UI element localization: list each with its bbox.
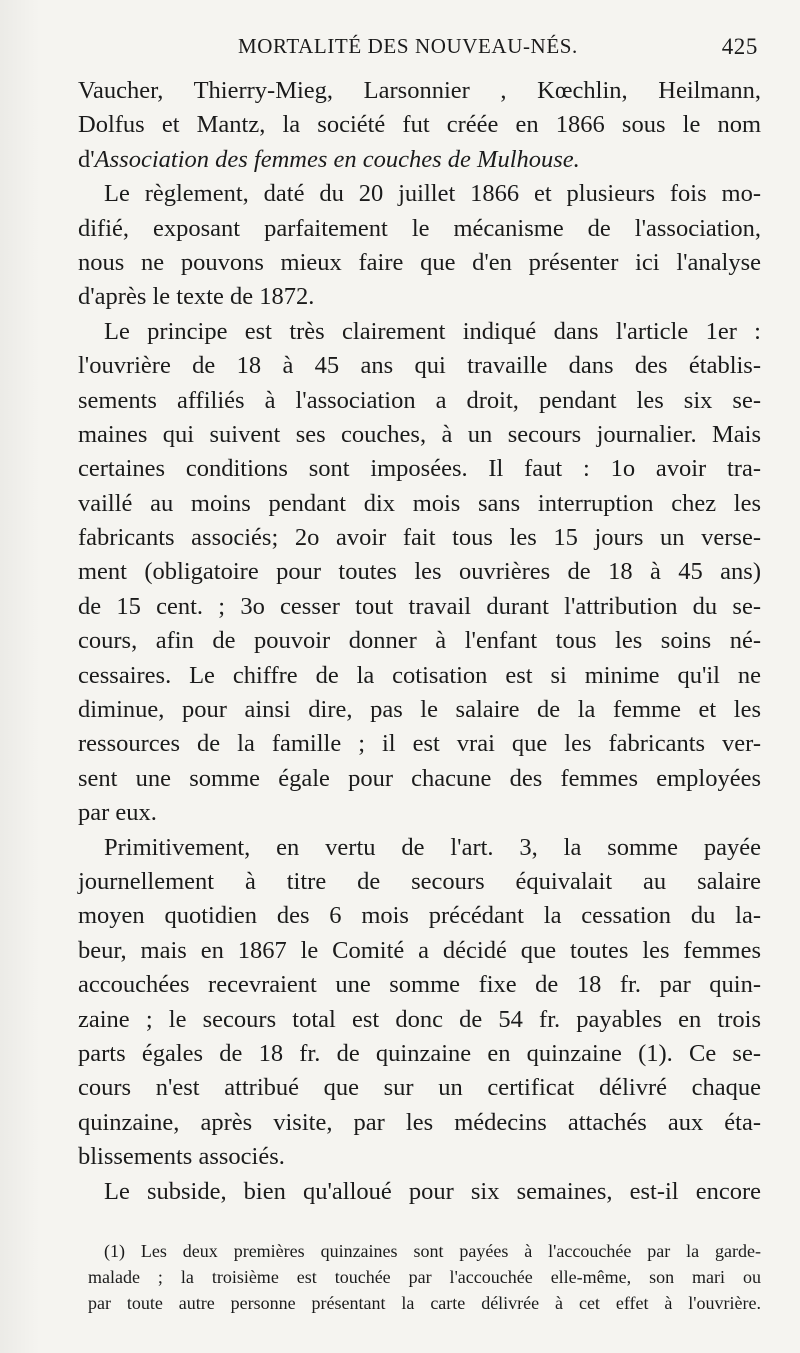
text-line: beur, mais en 1867 le Comité a décidé que toutes les femmes xyxy=(78,936,761,964)
text-line: d'après le texte de 1872. xyxy=(78,283,315,311)
text-line: sent une somme égale pour chacune des femmes employées xyxy=(78,764,761,792)
text-line: parts égales de 18 fr. de quinzaine en quinzaine (1). Ce se- xyxy=(78,1039,761,1067)
text-line: zaine ; le secours total est donc de 54 fr. payables en trois xyxy=(78,1005,761,1033)
text-line: Le principe est très clairement indiqué dans l'article 1er : xyxy=(104,317,761,345)
footnote xyxy=(88,1238,761,1316)
text-line: difié, exposant parfaitement le mécanisme de l'association, xyxy=(78,214,761,242)
text-line-italic-title: d'Association des femmes en couches de Mulhouse. xyxy=(78,145,580,173)
text-line: vaillé au moins pendant dix mois sans interruption chez les xyxy=(78,489,761,517)
text-line: Primitivement, en vertu de l'art. 3, la somme payée xyxy=(104,833,761,861)
text-line: blissements associés. xyxy=(78,1143,285,1171)
running-title: MORTALITÉ DES NOUVEAU-NÉS. xyxy=(238,34,578,58)
text-line: journellement à titre de secours équivalait au salaire xyxy=(78,867,761,895)
text-line: cessaires. Le chiffre de la cotisation est si minime qu'il ne xyxy=(78,661,761,689)
page-number: 425 xyxy=(721,34,758,59)
text-line: moyen quotidien des 6 mois précédant la cessation du la- xyxy=(78,902,761,930)
text-line: de 15 cent. ; 3o cesser tout travail durant l'attribution du se- xyxy=(78,592,761,620)
text-line: maines qui suivent ses couches, à un secours journalier. Mais xyxy=(78,420,761,448)
page-gutter-shadow xyxy=(0,0,40,1353)
footnote-line: (1) Les deux premières quinzaines sont payées à l'accouchée par la garde- xyxy=(104,1241,761,1261)
text-line: fabricants associés; 2o avoir fait tous les 15 jours un verse- xyxy=(78,524,761,552)
text-line: par eux. xyxy=(78,799,157,827)
text-line: l'ouvrière de 18 à 45 ans qui travaille dans des établis- xyxy=(78,352,761,380)
text-line: Le subside, bien qu'alloué pour six semaines, est-il encore xyxy=(104,1177,761,1205)
text-line: Dolfus et Mantz, la société fut créée en 1866 sous le nom xyxy=(78,111,761,139)
text-line: Le règlement, daté du 20 juillet 1866 et plusieurs fois mo- xyxy=(104,180,761,208)
footnote-line: malade ; la troisième est touchée par l'accouchée elle-même, son mari ou xyxy=(88,1267,761,1287)
text-line: ment (obligatoire pour toutes les ouvrières de 18 à 45 ans) xyxy=(78,558,761,586)
text-line: cours n'est attribué que sur un certificat délivré chaque xyxy=(78,1074,761,1102)
body-text xyxy=(78,74,761,1209)
text-line: quinzaine, après visite, par les médecins attachés aux éta- xyxy=(78,1108,761,1136)
text-line: diminue, pour ainsi dire, pas le salaire de la femme et les xyxy=(78,696,761,724)
text-line: sements affiliés à l'association a droit, pendant les six se- xyxy=(78,386,761,414)
text-line: certaines conditions sont imposées. Il faut : 1o avoir tra- xyxy=(78,455,761,483)
footnote-line: par toute autre personne présentant la carte délivrée à cet effet à l'ouvrière. xyxy=(88,1293,761,1313)
text-line: cours, afin de pouvoir donner à l'enfant tous les soins né- xyxy=(78,627,761,655)
running-head xyxy=(78,34,758,68)
text-line: nous ne pouvons mieux faire que d'en présenter ici l'analyse xyxy=(78,248,761,276)
text-line: Vaucher, Thierry-Mieg, Larsonnier , Kœchlin, Heilmann, xyxy=(78,77,761,104)
text-line: accouchées recevraient une somme fixe de 18 fr. par quin- xyxy=(78,971,761,999)
text-line: ressources de la famille ; il est vrai que les fabricants ver- xyxy=(78,730,761,758)
